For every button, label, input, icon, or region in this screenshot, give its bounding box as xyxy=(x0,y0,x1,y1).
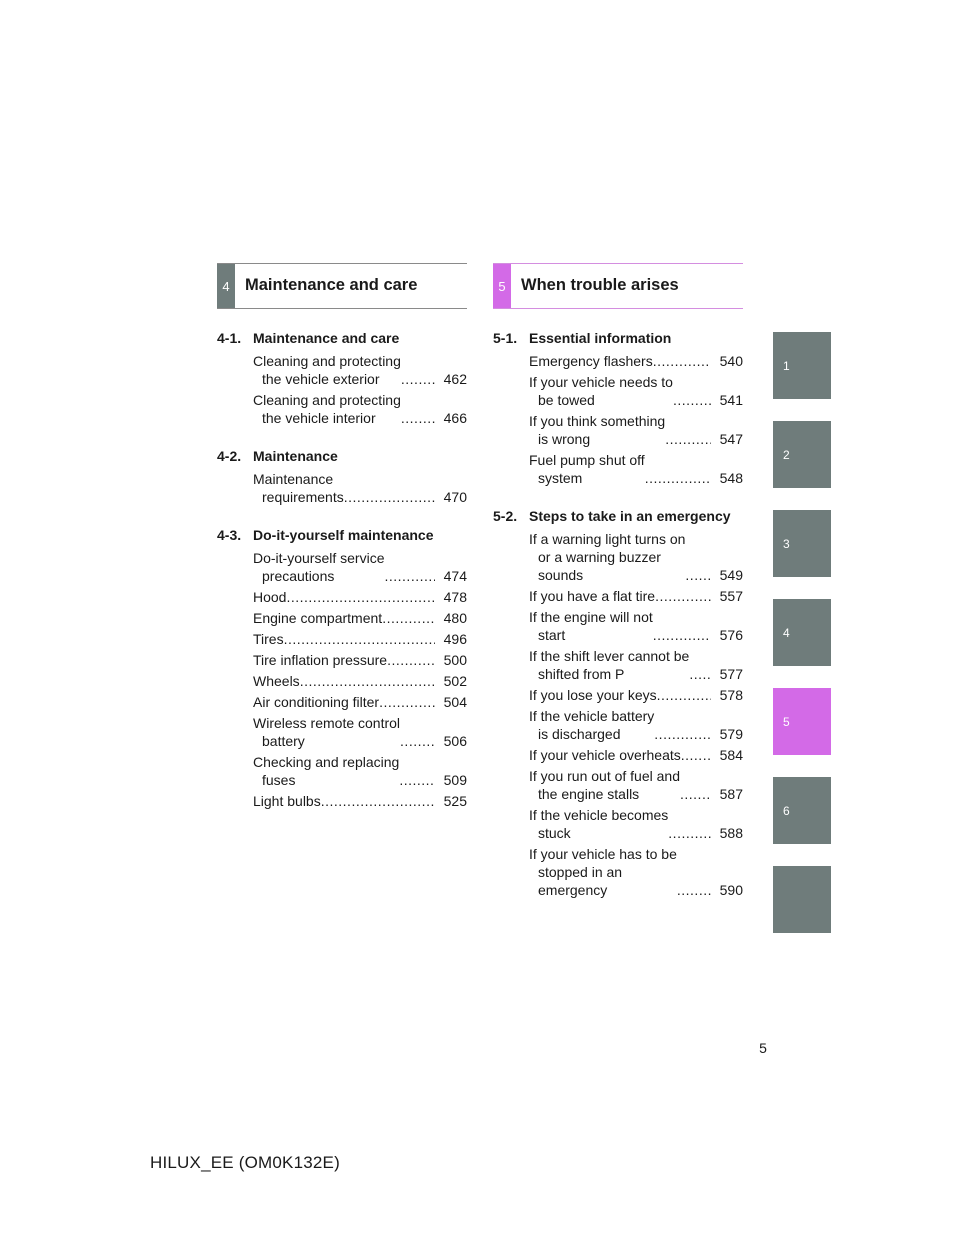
toc-entry-list xyxy=(217,352,467,427)
dot-leader xyxy=(685,566,711,584)
toc-entry-line: Checking and replacing xyxy=(253,754,400,770)
toc-section-title xyxy=(217,329,467,347)
toc-entry-line: If your vehicle overheats xyxy=(529,747,681,763)
toc-entry-text xyxy=(529,686,657,704)
toc-entry-line: Air conditioning filter xyxy=(253,694,380,710)
dot-leader xyxy=(321,792,435,810)
toc-entry-line: Tire inflation pressure xyxy=(253,652,388,668)
toc-section-title xyxy=(493,329,743,347)
page-number: 5 xyxy=(759,1040,767,1056)
toc-entry-page: 502 xyxy=(443,673,467,689)
toc-entry[interactable] xyxy=(529,845,743,899)
toc-entry-line: Wheels xyxy=(253,673,300,689)
dot-leader xyxy=(689,665,711,683)
toc-entry[interactable] xyxy=(529,352,743,370)
toc-entry-line: is discharged xyxy=(538,726,621,742)
toc-entry-page: 540 xyxy=(719,353,743,369)
toc-entry-page: 496 xyxy=(443,631,467,647)
toc-entry-page: 500 xyxy=(443,652,467,668)
toc-entry[interactable] xyxy=(529,647,743,683)
dot-leader xyxy=(681,746,711,764)
toc-entry-page: 474 xyxy=(443,568,467,584)
dot-leader xyxy=(653,626,711,644)
toc-entry-line: If you run out of fuel and xyxy=(529,768,680,784)
toc-entry[interactable] xyxy=(253,609,467,627)
toc-entry-page: 509 xyxy=(443,772,467,788)
toc-entry-text xyxy=(253,609,382,627)
toc-section-name: Maintenance xyxy=(253,448,338,464)
toc-entry-page: 470 xyxy=(443,489,467,505)
toc-entry-text xyxy=(253,470,344,506)
toc-entry[interactable] xyxy=(529,686,743,704)
dot-leader xyxy=(654,725,711,743)
toc-entry-page: 478 xyxy=(443,589,467,605)
toc-entry-text xyxy=(529,412,665,448)
toc-entry-page: 590 xyxy=(719,882,743,898)
toc-section-number: 4-1. xyxy=(217,330,242,346)
toc-section-number: 4-3. xyxy=(217,527,242,543)
toc-entry[interactable] xyxy=(253,549,467,585)
toc-entry-line: If the engine will not xyxy=(529,609,653,625)
toc-entry-text xyxy=(529,451,645,487)
toc-entry-line: Tires xyxy=(253,631,284,647)
toc-entry[interactable] xyxy=(529,746,743,764)
toc-entry-list xyxy=(493,530,743,899)
toc-entry-page: 577 xyxy=(719,666,743,682)
toc-entry-text xyxy=(253,714,400,750)
toc-section xyxy=(493,329,743,487)
toc-entry-line: Fuel pump shut off xyxy=(529,452,645,468)
toc-section-number: 4-2. xyxy=(217,448,242,464)
toc-entry-page: 588 xyxy=(719,825,743,841)
toc-entry[interactable] xyxy=(253,588,467,606)
toc-entry[interactable] xyxy=(529,707,743,743)
toc-entry[interactable] xyxy=(253,753,467,789)
left-column xyxy=(217,263,467,813)
toc-entry-line: emergency xyxy=(538,882,608,898)
toc-entry-line: If you lose your keys xyxy=(529,687,657,703)
toc-section-title xyxy=(493,507,743,525)
toc-entry-page: 587 xyxy=(719,786,743,802)
toc-entry-line: If the shift lever cannot be xyxy=(529,648,690,664)
toc-entry-page: 576 xyxy=(719,627,743,643)
toc-entry-page: 578 xyxy=(719,687,743,703)
toc-entry-text xyxy=(529,707,654,743)
chapter-4-title: Maintenance and care xyxy=(245,276,418,294)
footer-model-code: HILUX_EE (OM0K132E) xyxy=(150,1153,340,1172)
toc-entry-text xyxy=(253,588,286,606)
right-column xyxy=(493,263,743,902)
chapter-4-tab: 4 xyxy=(217,264,235,308)
dot-leader xyxy=(344,488,435,506)
toc-entry-line: Maintenance xyxy=(253,471,334,487)
toc-entry-line: is wrong xyxy=(538,431,591,447)
dot-leader xyxy=(677,881,711,899)
toc-entry-line: Engine compartment xyxy=(253,610,383,626)
toc-section xyxy=(217,526,467,810)
toc-entry-line: shifted from P xyxy=(538,666,625,682)
toc-entry[interactable] xyxy=(529,587,743,605)
toc-entry-line: stopped in an xyxy=(538,864,623,880)
chapter-5-contents xyxy=(493,329,743,899)
dot-leader xyxy=(657,686,711,704)
toc-entry-page: 525 xyxy=(443,793,467,809)
toc-entry-text xyxy=(529,530,685,584)
dot-leader xyxy=(665,430,711,448)
side-tab-1[interactable]: 1 xyxy=(773,332,831,399)
dot-leader xyxy=(384,567,435,585)
toc-entry-line: Light bulbs xyxy=(253,793,321,809)
toc-entry-line: start xyxy=(538,627,566,643)
side-tab-blank[interactable] xyxy=(773,866,831,933)
toc-entry-list xyxy=(217,549,467,810)
toc-entry[interactable] xyxy=(529,806,743,842)
toc-entry[interactable] xyxy=(253,352,467,388)
chapter-5-title: When trouble arises xyxy=(521,276,679,294)
toc-section-number: 5-1. xyxy=(493,330,518,346)
toc-entry-line: be towed xyxy=(538,392,595,408)
toc-entry-line: If you think something xyxy=(529,413,666,429)
toc-entry[interactable] xyxy=(253,672,467,690)
toc-entry-text xyxy=(253,672,300,690)
toc-entry[interactable] xyxy=(253,714,467,750)
toc-entry-line: stuck xyxy=(538,825,571,841)
toc-entry[interactable] xyxy=(253,391,467,427)
toc-section xyxy=(217,447,467,506)
dot-leader xyxy=(401,409,435,427)
toc-section-number: 5-2. xyxy=(493,508,518,524)
toc-entry-text xyxy=(253,352,401,388)
toc-entry-page: 462 xyxy=(443,371,467,387)
toc-entry[interactable] xyxy=(529,451,743,487)
toc-section-title xyxy=(217,447,467,465)
dot-leader xyxy=(387,651,435,669)
toc-entry-line: If your vehicle has to be xyxy=(529,846,677,862)
toc-section-name: Steps to take in an emergency xyxy=(529,508,731,524)
toc-entry[interactable] xyxy=(253,470,467,506)
toc-entry[interactable] xyxy=(529,767,743,803)
side-tab-3[interactable]: 3 xyxy=(773,510,831,577)
dot-leader xyxy=(645,469,711,487)
toc-entry-line: Wireless remote control xyxy=(253,715,401,731)
toc-entry-text xyxy=(253,391,401,427)
toc-entry-line: or a warning buzzer xyxy=(538,549,661,565)
toc-entry-page: 504 xyxy=(443,694,467,710)
dot-leader xyxy=(399,771,435,789)
dot-leader xyxy=(680,785,711,803)
side-tab-6[interactable]: 6 xyxy=(773,777,831,844)
chapter-5-header xyxy=(493,263,743,309)
toc-section-name: Essential information xyxy=(529,330,672,346)
toc-entry-text xyxy=(253,792,321,810)
toc-entry-line: Cleaning and protecting xyxy=(253,353,401,369)
toc-entry[interactable] xyxy=(253,651,467,669)
toc-entry-text xyxy=(529,647,689,683)
toc-entry-line: If the vehicle becomes xyxy=(529,807,669,823)
toc-entry[interactable] xyxy=(253,693,467,711)
toc-entry-line: fuses xyxy=(262,772,296,788)
toc-entry-line: If your vehicle needs to xyxy=(529,374,673,390)
toc-entry-line: If a warning light turns on xyxy=(529,531,686,547)
dot-leader xyxy=(673,391,711,409)
toc-entry-page: 506 xyxy=(443,733,467,749)
dot-leader xyxy=(668,824,711,842)
dot-leader xyxy=(382,609,435,627)
chapter-4-header xyxy=(217,263,467,309)
dot-leader xyxy=(284,630,435,648)
toc-entry-line: battery xyxy=(262,733,305,749)
toc-entry-line: Hood xyxy=(253,589,287,605)
toc-entry-line: sounds xyxy=(538,567,584,583)
toc-entry-text xyxy=(529,352,653,370)
toc-entry-text xyxy=(529,845,677,899)
toc-entry[interactable] xyxy=(253,792,467,810)
toc-entry-list xyxy=(217,470,467,506)
toc-entry-text xyxy=(529,608,653,644)
toc-entry-line: the vehicle interior xyxy=(262,410,376,426)
toc-entry[interactable] xyxy=(253,630,467,648)
toc-entry[interactable] xyxy=(529,608,743,644)
toc-entry-page: 480 xyxy=(443,610,467,626)
toc-entry-text xyxy=(529,806,668,842)
dot-leader xyxy=(655,587,711,605)
toc-entry-page: 557 xyxy=(719,588,743,604)
toc-entry-text xyxy=(529,373,673,409)
toc-section-name: Maintenance and care xyxy=(253,330,400,346)
toc-entry-line: the engine stalls xyxy=(538,786,640,802)
toc-entry-page: 579 xyxy=(719,726,743,742)
toc-entry-text xyxy=(253,651,387,669)
toc-entry-text xyxy=(253,693,379,711)
dot-leader xyxy=(401,370,435,388)
dot-leader xyxy=(653,352,711,370)
side-tab-4[interactable]: 4 xyxy=(773,599,831,666)
toc-entry-page: 548 xyxy=(719,470,743,486)
toc-section xyxy=(217,329,467,427)
chapter-4-contents xyxy=(217,329,467,810)
toc-entry-text xyxy=(529,587,655,605)
toc-section-title xyxy=(217,526,467,544)
toc-entry-text xyxy=(253,630,284,648)
toc-entry-text xyxy=(529,746,681,764)
toc-entry-page: 549 xyxy=(719,567,743,583)
side-tab-5[interactable]: 5 xyxy=(773,688,831,755)
toc-entry-text xyxy=(253,753,399,789)
toc-entry-line: requirements xyxy=(262,489,344,505)
toc-entry-page: 541 xyxy=(719,392,743,408)
toc-entry-page: 466 xyxy=(443,410,467,426)
toc-entry-line: Do-it-yourself service xyxy=(253,550,385,566)
toc-entry-line: Emergency flashers xyxy=(529,353,653,369)
toc-entry-page: 584 xyxy=(719,747,743,763)
toc-entry-text xyxy=(529,767,680,803)
toc-entry-line: If you have a flat tire xyxy=(529,588,656,604)
toc-entry-line: Cleaning and protecting xyxy=(253,392,401,408)
toc-entry[interactable] xyxy=(529,530,743,584)
toc-entry-line: If the vehicle battery xyxy=(529,708,655,724)
toc-entry-line: the vehicle exterior xyxy=(262,371,380,387)
side-tab-2[interactable]: 2 xyxy=(773,421,831,488)
toc-entry-text xyxy=(253,549,384,585)
toc-section-name: Do-it-yourself maintenance xyxy=(253,527,434,543)
toc-section xyxy=(493,507,743,899)
dot-leader xyxy=(379,693,435,711)
toc-entry[interactable] xyxy=(529,412,743,448)
toc-entry-line: system xyxy=(538,470,583,486)
dot-leader xyxy=(286,588,435,606)
toc-entry-line: precautions xyxy=(262,568,335,584)
toc-entry-page: 547 xyxy=(719,431,743,447)
chapter-5-tab: 5 xyxy=(493,264,511,308)
toc-entry[interactable] xyxy=(529,373,743,409)
dot-leader xyxy=(400,732,435,750)
toc-entry-list xyxy=(493,352,743,487)
dot-leader xyxy=(300,672,435,690)
